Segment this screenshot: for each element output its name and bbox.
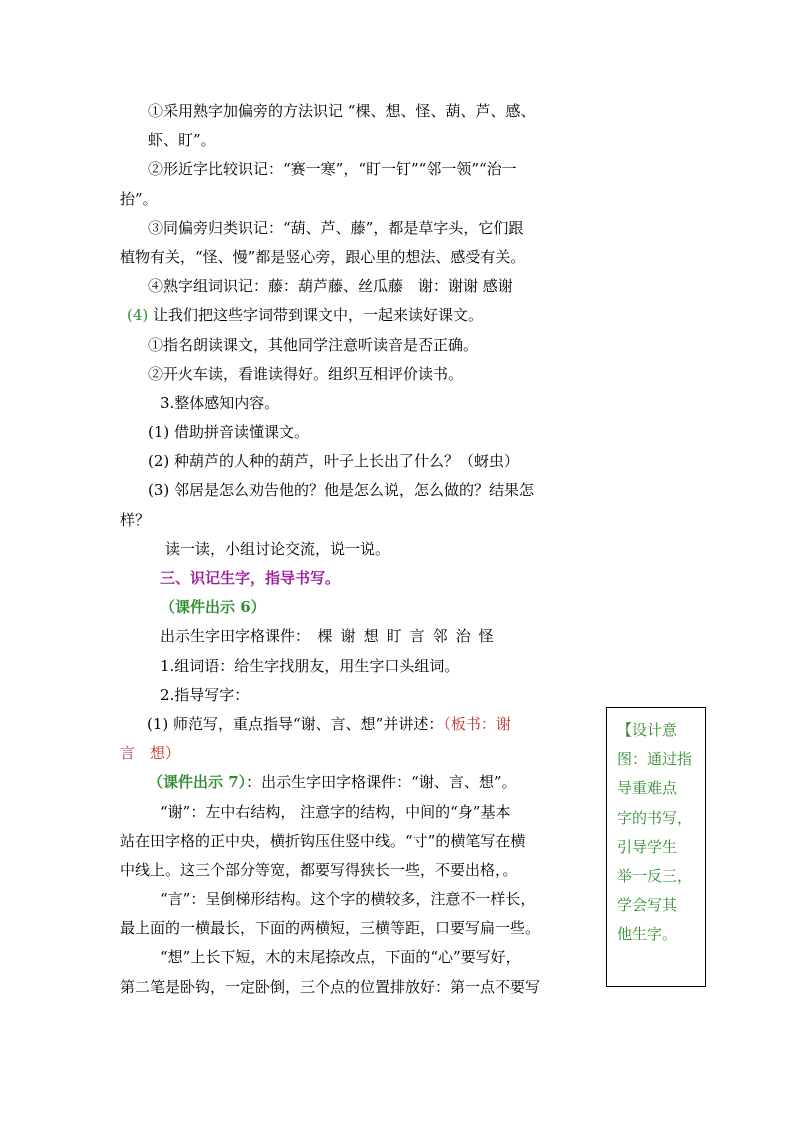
char-item: 怪 bbox=[478, 627, 494, 646]
char-grid-lead: 出示生字田字格课件： bbox=[160, 627, 303, 646]
text-line: (1) 借助拼音读懂课文。 bbox=[148, 423, 310, 442]
text-line bbox=[120, 622, 566, 651]
text-line: 虾、盯”。 bbox=[148, 131, 216, 150]
text-line bbox=[120, 710, 566, 739]
text-line: (3) 邻居是怎么劝告他的？他是怎么说，怎么做的？结果怎 bbox=[148, 481, 535, 500]
side-line: 【设计意 bbox=[617, 721, 678, 739]
item-text: ：出示生字田字格课件：“谢、言、想”。 bbox=[246, 773, 517, 792]
char-item: 治 bbox=[455, 627, 471, 646]
text-line bbox=[120, 768, 566, 797]
lesson-body bbox=[120, 97, 566, 1002]
char-item: 谢 bbox=[340, 627, 356, 646]
text-line: ②开火车读，看谁读得好。组织互相评价读书。 bbox=[148, 364, 464, 383]
char-item: 言 bbox=[409, 627, 425, 646]
board-note-cont: 言 想） bbox=[120, 744, 181, 763]
text-line: 2.指导写字： bbox=[160, 685, 250, 704]
text-line: 站在田字格的正中央，横折钩压住竖中线。“寸”的横笔写在横 bbox=[120, 831, 526, 850]
text-line: 最上面的一横最长，下面的两横短，三横等距，口要写扁一些。 bbox=[120, 919, 541, 938]
char-item: 邻 bbox=[432, 627, 448, 646]
courseware-note: （课件出示 7） bbox=[148, 773, 247, 792]
text-line bbox=[120, 301, 566, 330]
side-line: 导重难点 bbox=[617, 779, 678, 798]
side-line: 图：通过指 bbox=[617, 750, 693, 769]
text-line: ③同偏旁归类识记：“葫、芦、藤”，都是草字头，它们跟 bbox=[148, 218, 524, 237]
text-line: “谢”：左中右结构， 注意字的结构，中间的“身”基本 bbox=[160, 802, 511, 821]
side-line: 字的书写， bbox=[617, 808, 693, 827]
courseware-note: （课件出示 6） bbox=[160, 598, 266, 617]
text-line: ①指名朗读课文，其他同学注意听读音是否正确。 bbox=[148, 335, 479, 354]
char-item: 想 bbox=[363, 627, 379, 646]
char-item: 盯 bbox=[386, 627, 402, 646]
char-item: 棵 bbox=[317, 627, 333, 646]
side-line: 引导学生 bbox=[617, 837, 678, 856]
text-line: 读一读，小组讨论交流，说一说。 bbox=[165, 539, 391, 558]
text-line: “想”上长下短，木的末尾捺改点，下面的“心”要写好， bbox=[160, 948, 521, 967]
item-number: (4) bbox=[127, 306, 149, 325]
text-line: 1.组词语：给生字找朋友，用生字口头组词。 bbox=[160, 656, 460, 675]
text-line: ①采用熟字加偏旁的方法识记 “棵、想、怪、葫、芦、感、 bbox=[148, 102, 536, 120]
item-text: 让我们把这些字词带到课文中，一起来读好课文。 bbox=[148, 306, 484, 325]
board-note: （板书：谢 bbox=[443, 714, 511, 733]
text-line: 样？ bbox=[120, 510, 151, 529]
text-line: ④熟字组词识记：藤：葫芦藤、丝瓜藤 谢：谢谢 感谢 bbox=[148, 277, 513, 296]
section-heading: 三、识记生字，指导书写。 bbox=[160, 569, 341, 587]
text-line: 植物有关，“怪、慢”都是竖心旁，跟心里的想法、感受有关。 bbox=[120, 247, 526, 266]
text-line: (2) 种葫芦的人种的葫芦，叶子上长出了什么？（蚜虫） bbox=[148, 452, 520, 471]
text-line: ②形近字比较识记：“赛一寒”，“盯一钉”“邻一领”“治一 bbox=[148, 160, 517, 179]
item-text: (1) 师范写，重点指导“谢、言、想”并讲述： bbox=[147, 714, 444, 733]
side-line: 学会写其 bbox=[617, 896, 678, 915]
text-line: “言”：呈倒梯形结构。这个字的横较多，注意不一样长， bbox=[160, 890, 536, 909]
text-line: 3.整体感知内容。 bbox=[160, 393, 280, 412]
text-line: 第二笔是卧钩，一定卧倒，三个点的位置排放好：第一点不要写 bbox=[120, 977, 541, 996]
char-list bbox=[318, 627, 502, 645]
side-line: 举一反三， bbox=[617, 867, 693, 886]
text-line: 中线上。这三个部分等宽，都要写得狭长一些，不要出格，。 bbox=[120, 860, 518, 879]
text-line: 抬”。 bbox=[120, 189, 158, 208]
design-intent-box bbox=[606, 707, 706, 987]
side-line: 他生字。 bbox=[617, 925, 678, 944]
